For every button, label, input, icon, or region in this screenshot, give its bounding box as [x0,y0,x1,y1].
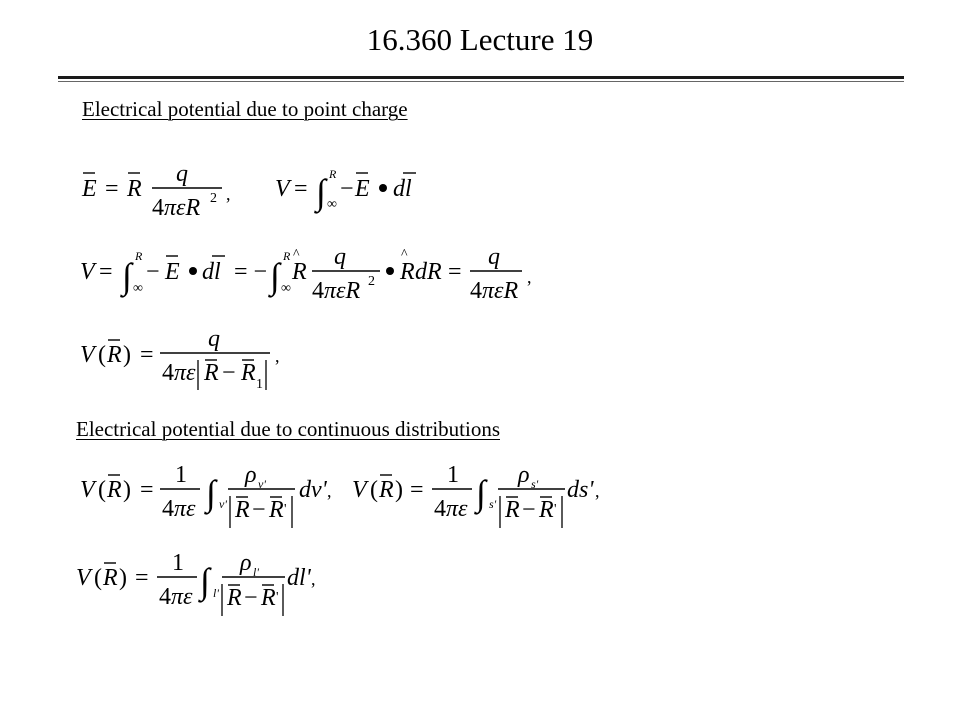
svg-text:V: V [352,477,367,503]
svg-text:=: = [135,565,149,591]
svg-text:−: − [522,497,536,523]
svg-text:=: = [140,477,154,503]
svg-text:4πεR: 4πεR [470,278,519,304]
svg-text:,: , [327,481,332,501]
svg-text:1: 1 [175,462,187,488]
svg-text:ρ: ρ [518,462,530,488]
svg-text:∫: ∫ [476,473,486,513]
svg-text:': ' [554,502,557,517]
svg-text:R: R [107,477,122,503]
svg-text:R: R [269,497,284,523]
svg-text:dR: dR [415,259,442,285]
svg-text:−: − [244,585,258,611]
svg-text:R: R [505,497,520,523]
svg-text:1: 1 [256,377,263,392]
svg-text:1: 1 [447,462,459,488]
svg-text:=: = [140,342,154,368]
svg-text:dl: dl [202,259,221,285]
svg-text:∫: ∫ [316,172,326,212]
svg-text:(: ( [98,477,106,503]
svg-text:∫: ∫ [122,256,132,296]
svg-text:dl: dl [393,176,412,202]
svg-text:∞: ∞ [281,281,291,296]
slide-title: 16.360 Lecture 19 [366,22,594,57]
svg-text:=: = [448,259,462,285]
svg-text:−: − [340,176,354,202]
svg-text:s': s' [489,497,497,511]
svg-text:2: 2 [368,274,375,289]
svg-text:2: 2 [210,191,217,206]
svg-text:V: V [80,342,95,368]
svg-text:R: R [292,259,307,285]
svg-text:4πεR: 4πεR [152,195,201,221]
svg-text:R: R [107,342,122,368]
svg-text:V: V [80,477,95,503]
equation-potential-derivation [80,244,532,304]
svg-text:= −: = − [234,259,268,285]
svg-text:q: q [334,244,346,270]
svg-text:): ) [395,477,403,503]
svg-text:R: R [204,360,219,386]
svg-text:,: , [527,267,532,287]
equation-potential-definition [275,167,416,214]
svg-text:E: E [82,176,97,202]
svg-text:=: = [410,477,424,503]
svg-text:': ' [284,502,287,517]
svg-text:q: q [176,161,188,187]
svg-text:,: , [275,346,280,366]
svg-text:s': s' [531,477,539,491]
svg-text:4πε: 4πε [159,584,193,610]
svg-text:=: = [105,176,119,202]
svg-text:,: , [595,481,600,501]
svg-text:R: R [227,585,242,611]
svg-text:R: R [241,360,256,386]
svg-text:−: − [252,497,266,523]
svg-text:R: R [103,565,118,591]
svg-text:dv': dv' [299,477,327,503]
svg-text:^: ^ [401,247,408,262]
svg-text:=: = [99,259,113,285]
svg-text:^: ^ [293,247,300,262]
svg-text:': ' [276,590,279,605]
svg-text:∫: ∫ [270,256,280,296]
svg-text:(: ( [98,342,106,368]
svg-text:∞: ∞ [327,197,337,212]
equation-potential-r1 [80,326,280,392]
svg-text:4πε: 4πε [162,360,196,386]
svg-text:): ) [119,565,127,591]
svg-text:(: ( [370,477,378,503]
svg-text:l': l' [213,586,219,600]
svg-text:−: − [146,259,160,285]
svg-text:q: q [208,326,220,352]
svg-text:l': l' [253,565,259,579]
equation-surface-distribution [352,462,600,528]
heading-continuous-distributions: Electrical potential due to continuous distributions [76,417,500,441]
equation-volume-distribution [80,462,332,528]
svg-text:R: R [329,167,337,181]
svg-text:ρ: ρ [245,462,257,488]
svg-text:V: V [76,565,91,591]
svg-text:q: q [488,244,500,270]
svg-text:R: R [539,497,554,523]
svg-text:4πε: 4πε [162,496,196,522]
svg-text:(: ( [94,565,102,591]
svg-text:,: , [311,569,316,589]
svg-text:R: R [379,477,394,503]
svg-text:R: R [261,585,276,611]
svg-text:∫: ∫ [200,561,210,601]
svg-text:R: R [400,259,415,285]
svg-text:E: E [355,176,370,202]
svg-text:4πεR: 4πεR [312,278,361,304]
svg-text:R: R [235,497,250,523]
svg-text:ρ: ρ [240,550,252,576]
svg-text:E: E [165,259,180,285]
svg-text:∞: ∞ [133,281,143,296]
svg-text:V: V [80,259,95,285]
svg-text:R: R [127,176,142,202]
svg-text:v': v' [258,477,266,491]
equation-line-distribution [76,550,316,616]
svg-text:dl': dl' [287,565,311,591]
svg-text:,: , [226,184,231,204]
svg-text:): ) [123,477,131,503]
svg-text:R: R [283,249,291,263]
svg-text:ds': ds' [567,477,594,503]
svg-text:4πε: 4πε [434,496,468,522]
equation-electric-field [81,161,231,221]
svg-text:=: = [294,176,308,202]
svg-text:−: − [222,360,236,386]
svg-text:v': v' [219,497,227,511]
svg-text:1: 1 [172,550,184,576]
svg-text:V: V [275,176,290,202]
svg-text:): ) [123,342,131,368]
svg-text:R: R [135,249,143,263]
svg-text:∫: ∫ [206,473,216,513]
heading-point-charge: Electrical potential due to point charge [82,97,408,121]
